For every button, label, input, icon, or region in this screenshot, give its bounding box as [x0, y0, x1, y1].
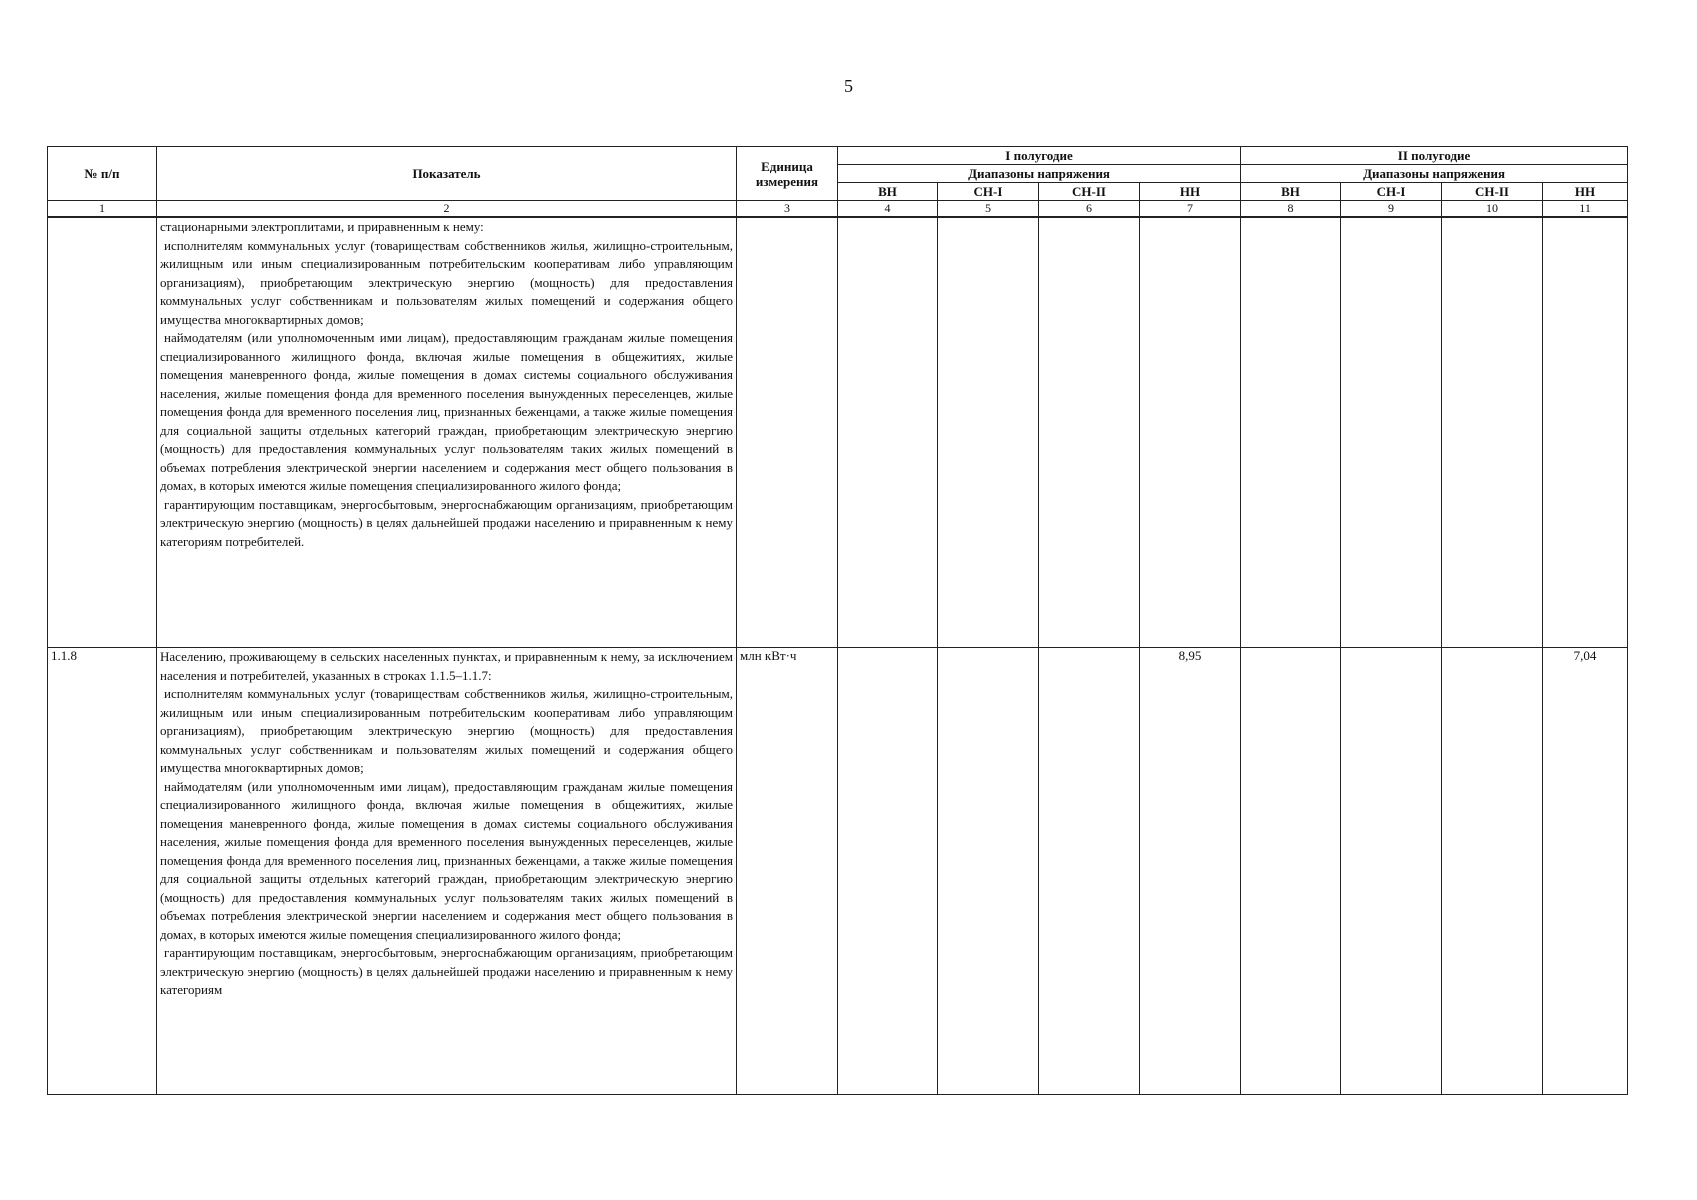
value-h1-sn1	[938, 217, 1039, 648]
row-paragraph: наймодателям (или уполномоченным ими лицам), предоставляющим гражданам жилые помещения специализированного жилищного фонда, включая жилые помещения в общежитиях, жилые помещения маневренного фонда, жилые помещения в домах системы социального обслуживания населения, жилые помещения фонда для временного поселения вынужденных переселенцев, жилые помещения фонда для временного поселения лиц, признанных беженцами, а также жилые помещения для социальной защиты отдельных категорий граждан, приобретающим электрическую энергию (мощность) для предоставления коммунальных услуг пользователям таких жилых помещений в объемах потребления электрической энергии населением и содержания мест общего пользования в домах, в которых имеются жилые помещения специализированного жилого фонда;	[160, 330, 733, 493]
col-number: 1	[48, 201, 157, 218]
value-h2-sn1	[1341, 217, 1442, 648]
col-number: 9	[1341, 201, 1442, 218]
table-row	[48, 648, 1628, 1095]
row-paragraph: исполнителям коммунальных услуг (товариществам собственников жилья, жилищно-строительным, жилищным или иным специализированным потребительским кооперативам либо управляющим организациям), приобретающим электрическую энергию (мощность) для предоставления коммунальных услуг собственникам и пользователям жилых помещений и содержания общего имущества многоквартирных домов;	[160, 237, 733, 327]
value-h2-vn	[1241, 648, 1341, 1095]
col-number: 10	[1442, 201, 1543, 218]
header-level-sn2: СН-II	[1039, 183, 1140, 201]
value-h2-vn	[1241, 217, 1341, 648]
value-h1-nn	[1140, 217, 1241, 648]
col-number: 2	[157, 201, 737, 218]
row-paragraph: гарантирующим поставщикам, энергосбытовым, энергоснабжающим организациям, приобретающим электрическую энергию (мощность) в целях дальнейшей продажи населению и приравненным к нему категориям	[160, 945, 733, 997]
value-h1-vn	[838, 648, 938, 1095]
row-paragraph: стационарными электроплитами, и приравненным к нему:	[160, 219, 484, 234]
col-number: 5	[938, 201, 1039, 218]
col-number: 8	[1241, 201, 1341, 218]
value-h2-nn: 7,04	[1543, 648, 1628, 1095]
header-level-sn1: СН-I	[1341, 183, 1442, 201]
header-half-1: I полугодие	[838, 147, 1241, 165]
header-level-nn: НН	[1140, 183, 1241, 201]
row-unit	[737, 217, 838, 648]
header-level-sn2: СН-II	[1442, 183, 1543, 201]
row-description	[157, 217, 737, 648]
row-paragraph: исполнителям коммунальных услуг (товариществам собственников жилья, жилищно-строительным, жилищным или иным специализированным потребительским кооперативам либо управляющим организациям), приобретающим электрическую энергию (мощность) для предоставления коммунальных услуг собственникам и пользователям жилых помещений и содержания общего имущества многоквартирных домов;	[160, 686, 733, 775]
header-num: № п/п	[48, 147, 157, 201]
row-num	[48, 217, 157, 648]
value-h1-vn	[838, 217, 938, 648]
row-paragraph: наймодателям (или уполномоченным ими лицам), предоставляющим гражданам жилые помещения специализированного жилищного фонда, включая жилые помещения в общежитиях, жилые помещения маневренного фонда, жилые помещения в домах системы социального обслуживания населения, жилые помещения фонда для временного поселения вынужденных переселенцев, жилые помещения фонда для временного поселения лиц, признанных беженцами, а также жилые помещения для социальной защиты отдельных категорий граждан, приобретающим электрическую энергию (мощность) для предоставления коммунальных услуг пользователям таких жилых помещений в объемах потребления электрической энергии населением и содержания мест общего пользования в домах, в которых имеются жилые помещения специализированного жилого фонда;	[160, 778, 733, 942]
header-level-sn1: СН-I	[938, 183, 1039, 201]
value-h2-nn	[1543, 217, 1628, 648]
col-number: 11	[1543, 201, 1628, 218]
page-number: 5	[844, 76, 853, 96]
value-h2-sn2	[1442, 217, 1543, 648]
value-h1-sn2	[1039, 217, 1140, 648]
header-level-nn: НН	[1543, 183, 1628, 201]
header-indicator: Показатель	[157, 147, 737, 201]
header-ranges-1: Диапазоны напряжения	[838, 165, 1241, 183]
col-number: 6	[1039, 201, 1140, 218]
row-paragraph: Населению, проживающему в сельских населенных пунктах, и приравненным к нему, за исключением населения и потребителей, указанных в строках 1.1.5–1.1.7:	[160, 649, 733, 683]
header-level-vn: ВН	[838, 183, 938, 201]
row-num: 1.1.8	[48, 648, 157, 1095]
value-h1-sn2	[1039, 648, 1140, 1095]
value-h2-sn1	[1341, 648, 1442, 1095]
row-paragraph: гарантирующим поставщикам, энергосбытовым, энергоснабжающим организациям, приобретающим электрическую энергию (мощность) в целях дальнейшей продажи населению и приравненным к нему категориям потребителей.	[160, 496, 733, 549]
value-h2-sn2	[1442, 648, 1543, 1095]
value-h1-nn: 8,95	[1140, 648, 1241, 1095]
header-ranges-2: Диапазоны напряжения	[1241, 165, 1628, 183]
value-h1-sn1	[938, 648, 1039, 1095]
row-unit: млн кВт·ч	[737, 648, 838, 1095]
col-number: 3	[737, 201, 838, 218]
header-unit: Единица измерения	[737, 147, 838, 201]
col-number: 4	[838, 201, 938, 218]
table-row	[48, 217, 1628, 648]
col-number: 7	[1140, 201, 1241, 218]
tariff-table	[47, 146, 1628, 1095]
header-half-2: II полугодие	[1241, 147, 1628, 165]
row-description	[157, 648, 737, 1095]
header-level-vn: ВН	[1241, 183, 1341, 201]
